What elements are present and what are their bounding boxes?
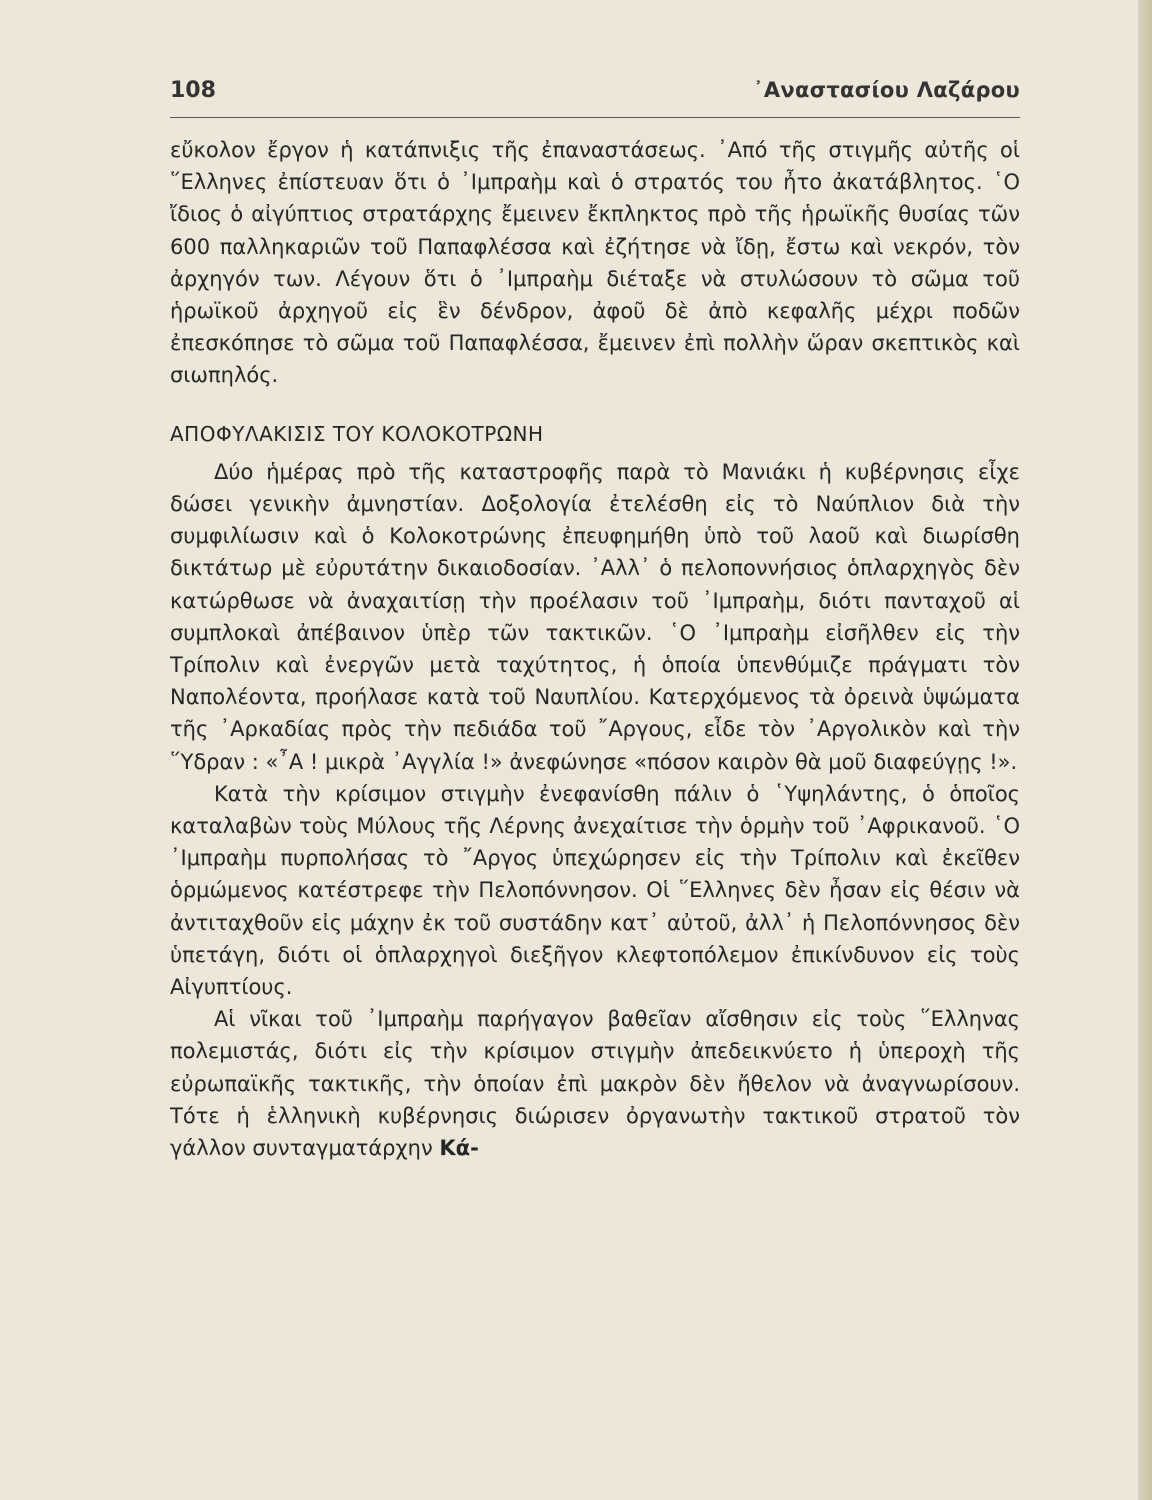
running-head: ᾿Αναστασίου Λαζάρου [753, 78, 1020, 102]
paragraph-4-text: Αἱ νῖκαι τοῦ ᾿Ιμπραὴμ παρήγαγον βαθεῖαν αἴσθησιν εἰς τοὺς ῞Ελληνας πολεμιστάς, διότι εἰς τὴν κρίσιμον στιγμὴν ἀπεδεικνύετο ἡ ὑπεροχὴ τῆς εὐρωπαϊκῆς τακτικῆς, τὴν ὁποίαν ἐπὶ μακρὸν δὲν ἤθελον νὰ ἀναγνωρίσουν. Τότε ἡ ἑλληνικὴ κυβέρνησις διώρισεν ὀργανωτὴν τακτικοῦ στρατοῦ τὸν γάλλον συνταγματάρχην [170, 1007, 1020, 1161]
paragraph-4-bold-end: Κά- [439, 1136, 479, 1161]
page-body [170, 134, 1020, 1164]
page-number: 108 [170, 78, 216, 103]
page-edge [1138, 0, 1152, 1500]
paragraph-4 [170, 1003, 1020, 1164]
paragraph-1: εὔκολον ἔργον ἡ κατάπνιξις τῆς ἐπαναστάσεως. ᾿Από τῆς στιγμῆς αὐτῆς οἱ ῞Ελληνες ἐπίστευαν ὅτι ὁ ᾿Ιμπραὴμ καὶ ὁ στρατός του ἦτο ἀκατάβλητος. ῾Ο ἴδιος ὁ αἰγύπτιος στρατάρχης ἔμεινεν ἔκπληκτος πρὸ τῆς ἡρωϊκῆς θυσίας τῶν 600 παλληκαριῶν τοῦ Παπαφλέσσα καὶ ἐζήτησε νὰ ἴδῃ, ἔστω καὶ νεκρόν, τὸν ἀρχηγόν των. Λέγουν ὅτι ὁ ᾿Ιμπραὴμ διέταξε νὰ στυλώσουν τὸ σῶμα τοῦ ἡρωϊκοῦ ἀρχηγοῦ εἰς ἓν δένδρον, ἀφοῦ δὲ ἀπὸ κεφαλῆς μέχρι ποδῶν ἐπεσκόπησε τὸ σῶμα τοῦ Παπαφλέσσα, ἔμεινεν ἐπὶ πολλὴν ὥραν σκεπτικὸς καὶ σιωπηλός. [170, 138, 1020, 388]
paragraph-2: Δύο ἡμέρας πρὸ τῆς καταστροφῆς παρὰ τὸ Μανιάκι ἡ κυβέρνησις εἶχε δώσει γενικὴν ἀμνηστίαν. Δοξολογία ἐτελέσθη εἰς τὸ Ναύπλιον διὰ τὴν συμφιλίωσιν καὶ ὁ Κολοκοτρώνης ἐπευφημήθη ὑπὸ τοῦ λαοῦ καὶ διωρίσθη δικτάτωρ μὲ εὐρυτάτην δικαιοδοσίαν. ᾿Αλλ᾿ ὁ πελοποννήσιος ὁπλαρχηγὸς δὲν κατώρθωσε νὰ ἀναχαιτίσῃ τὴν προέλασιν τοῦ ᾿Ιμπραὴμ, διότι πανταχοῦ αἱ συμπλοκαὶ ἀπέβαινον ὑπὲρ τῶν τακτικῶν. ῾Ο ᾿Ιμπραὴμ εἰσῆλθεν εἰς τὴν Τρίπολιν καὶ ἐνεργῶν μετὰ ταχύτητος, ἡ ὁποία ὑπενθύμιζε πράγματι τὸν Ναπολέοντα, προήλασε κατὰ τοῦ Ναυπλίου. Κατερχόμενος τὰ ὀρεινὰ ὑψώματα τῆς ᾿Αρκαδίας πρὸς τὴν πεδιάδα τοῦ ῎Αργους, εἶδε τὸν ᾿Αργολικὸν καὶ τὴν ῞Υδραν : «῏Α ! μικρὰ ᾿Αγγλία !» ἀνεφώνησε «πόσον καιρὸν θὰ μοῦ διαφεύγῃς !». [170, 459, 1020, 774]
section-heading: ΑΠΟΦΥΛΑΚΙΣΙΣ ΤΟΥ ΚΟΛΟΚΟΤΡΩΝΗ [170, 421, 544, 446]
header-rule [170, 117, 1020, 118]
page-header [170, 76, 1020, 112]
paragraph-3: Κατὰ τὴν κρίσιμον στιγμὴν ἐνεφανίσθη πάλιν ὁ ῾Υψηλάντης, ὁ ὁποῖος καταλαβὼν τοὺς Μύλους τῆς Λέρνης ἀνεχαίτισε τὴν ὁρμὴν τοῦ ᾿Αφρικανοῦ. ῾Ο ᾿Ιμπραὴμ πυρπολήσας τὸ ῎Αργος ὑπεχώρησεν εἰς τὴν Τρίπολιν καὶ ἐκεῖθεν ὁρμώμενος κατέστρεφε τὴν Πελοπόννησον. Οἱ ῞Ελληνες δὲν ἦσαν εἰς θέσιν νὰ ἀντιταχθοῦν εἰς μάχην ἐκ τοῦ συστάδην κατ᾿ αὐτοῦ, ἀλλ᾿ ἡ Πελοπόννησος δὲν ὑπετάγη, διότι οἱ ὁπλαρχηγοὶ διεξῆγον κλεφτοπόλεμον ἐπικίνδυνον εἰς τοὺς Αἰγυπτίους. [170, 781, 1020, 1000]
